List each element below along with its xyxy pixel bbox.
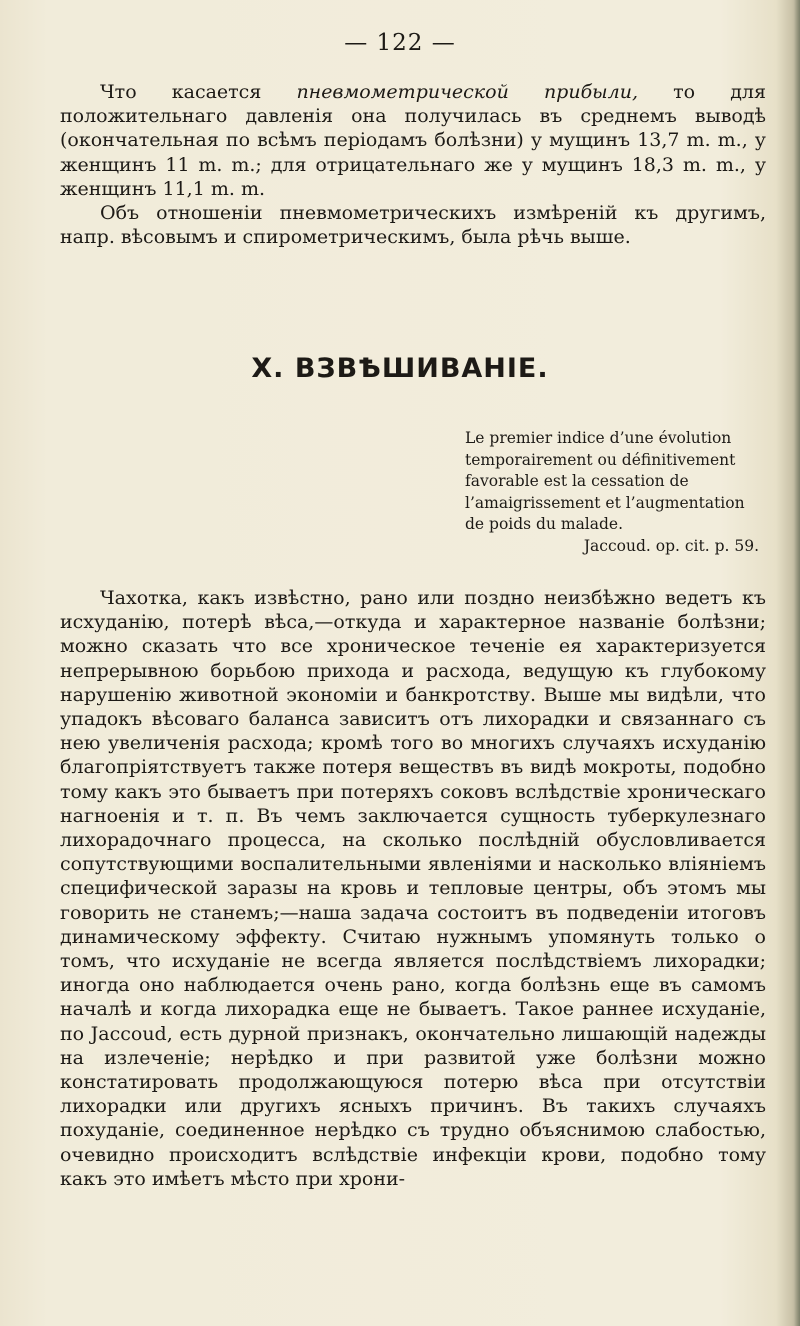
epigraph-text: Le premier indice d’une évolution temporairement ou définitivement favorable est la cessation de l’amaigrissement et l’augmentation de poids du malade. [465, 429, 745, 533]
epigraph-source: Jaccoud. op. cit. p. 59. [583, 536, 759, 555]
page-number: — 122 — [344, 30, 456, 56]
intro-paragraph-1-rest: то для положительнаго давленія она получилась въ среднемъ выводѣ (окончательная по всѣмъ періодамъ болѣзни) у мущинъ 13,7 m. m., у женщинъ 11 m. m.; для отрицательнаго же у мущинъ 18,3 m. m., у женщинъ 11,1 m. m. [60, 81, 766, 200]
intro-italic-term: пневмометрической прибыли, [296, 81, 639, 103]
intro-text-block [60, 80, 766, 249]
main-paragraph: Чахотка, какъ извѣстно, рано или поздно неизбѣжно ведетъ къ исхуданію, потерѣ вѣса,—откуда и характерное названіе болѣзни; можно сказать что все хроническое теченіе ея характеризуется непрерывною борьбою прихода и расхода, ведущую къ глубокому нарушенію животной экономіи и банкротству. Выше мы видѣли, что упадокъ вѣсоваго баланса зависитъ отъ лихорадки и связаннаго съ нею увеличенія расхода; кромѣ того во многихъ случаяхъ исхуданію благопріятствуетъ также потеря веществъ въ видѣ мокроты, подобно тому какъ это бываетъ при потеряхъ соковъ вслѣдствіе хроническаго нагноенія и т. п. Въ чемъ заключается сущность туберкулезнаго лихорадочнаго процесса, на сколько послѣдній обусловливается сопутствующими воспалительными явленіями и насколько вліяніемъ специфической заразы на кровь и тепловые центры, объ этомъ мы говорить не станемъ;—наша задача состоитъ въ подведеніи итоговъ динамическому эффекту. Считаю нужнымъ упомянуть только о томъ, что исхуданіе не всегда является послѣдствіемъ лихорадки; иногда оно наблюдается очень рано, когда болѣзнь еще въ самомъ началѣ и когда лихорадка еще не бываетъ. Такое раннее исхуданіе, по Jaccoud, есть дурной признакъ, окончательно лишающій надежды на излеченіе; нерѣдко и при развитой уже болѣзни можно констатировать продолжающуюся потерю вѣса при отсутствіи лихорадки или другихъ ясныхъ причинъ. Въ такихъ случаяхъ похуданіе, соединенное нерѣдко съ трудно объяснимою слабостью, очевидно происходитъ вслѣдствіе инфекціи крови, подобно тому какъ это имѣетъ мѣсто при хрони- [60, 587, 766, 1190]
intro-paragraph-2: Объ отношеніи пневмометрическихъ измѣреній къ другимъ, напр. вѣсовымъ и спирометрическимъ, была рѣчь выше. [60, 202, 766, 249]
intro-paragraph-1-start: Что касается [100, 81, 297, 103]
section-heading: X. ВЗВѢШИВАНІЕ. [251, 353, 549, 384]
epigraph [465, 428, 765, 557]
intro-paragraph-1 [60, 80, 766, 201]
main-text-block [60, 586, 766, 1191]
page-edge-shadow [794, 0, 800, 1326]
